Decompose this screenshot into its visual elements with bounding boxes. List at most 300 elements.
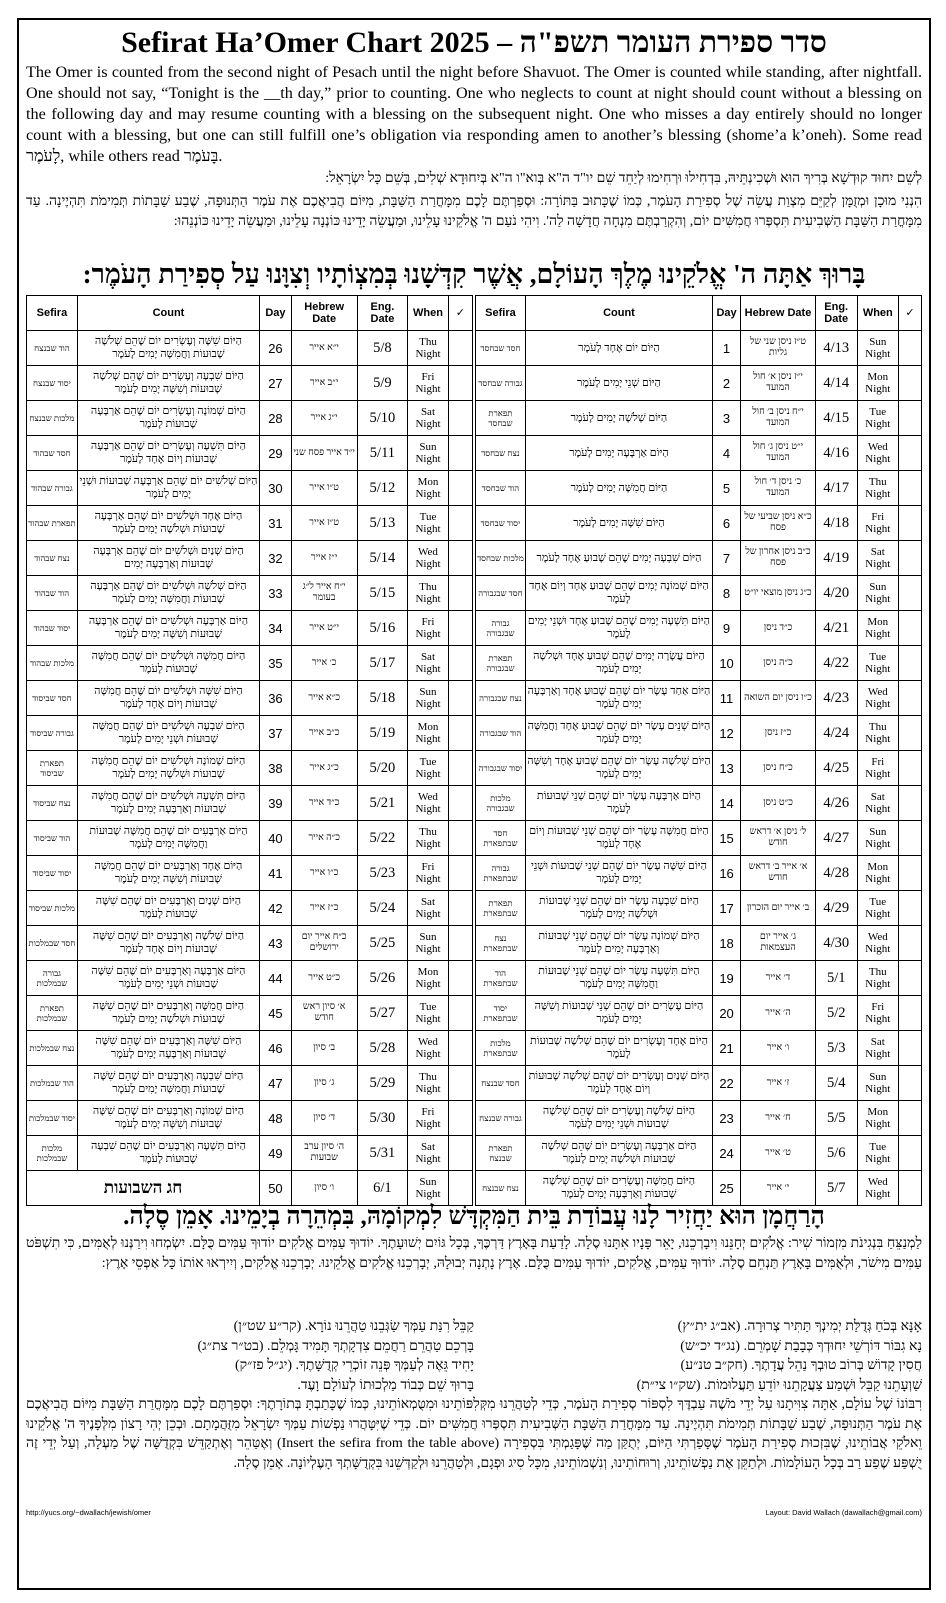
english-date-cell: 5/17 bbox=[357, 646, 408, 681]
when-cell: Sun Night bbox=[408, 436, 448, 471]
checkbox-cell[interactable] bbox=[448, 436, 472, 471]
count-text-cell: הַיּוֹם שְׁלֹשָׁה יָמִים לָעֹמֶר bbox=[525, 401, 712, 436]
day-number-cell: 39 bbox=[260, 786, 292, 821]
table-row bbox=[27, 471, 473, 506]
english-date-cell: 4/30 bbox=[815, 926, 857, 961]
col-sefira: Sefira bbox=[476, 296, 526, 331]
table-row bbox=[27, 926, 473, 961]
checkbox-cell[interactable] bbox=[899, 681, 922, 716]
title-hebrew: סדר ספירת העומר תשפ"ה bbox=[519, 26, 827, 59]
table-row bbox=[27, 1031, 473, 1066]
sefira-cell: יסוד שביסוד bbox=[27, 856, 78, 891]
table-row bbox=[476, 821, 922, 856]
when-cell: Mon Night bbox=[857, 366, 899, 401]
english-date-cell: 4/14 bbox=[815, 366, 857, 401]
hebrew-date-cell: ז׳ אייר bbox=[741, 1066, 816, 1101]
hebrew-date-cell: ד׳ אייר bbox=[741, 961, 816, 996]
count-text-cell: הַיּוֹם שִׁבְעָה וְעֶשְׂרִים יוֹם שֶׁהֵם שְׁלֹשָׁה שָׁבוּעוֹת וְשִׁשָּׁה יָמִים לָעֹמֶר bbox=[77, 366, 259, 401]
english-date-cell: 5/13 bbox=[357, 506, 408, 541]
checkbox-cell[interactable] bbox=[448, 751, 472, 786]
count-text-cell: הַיּוֹם שְׁמוֹנָה וּשְׁלֹשִׁים יוֹם שֶׁהֵם חֲמִשָּׁה שָׁבוּעוֹת וּשְׁלֹשָׁה יָמִים לָעֹמֶר bbox=[77, 751, 259, 786]
when-cell: Wed Night bbox=[408, 541, 448, 576]
count-text-cell: הַיּוֹם חֲמִשָּׁה עָשָׂר יוֹם שֶׁהֵם שְׁנֵי שָׁבוּעוֹת וְיוֹם אֶחָד לָעֹמֶר bbox=[525, 821, 712, 856]
count-text-cell: הַיּוֹם שִׁשָּׁה וְאַרְבָּעִים יוֹם שֶׁהֵם שִׁשָּׁה שָׁבוּעוֹת וְאַרְבָּעָה יָמִים לָעֹמֶר bbox=[77, 1031, 259, 1066]
harachaman-prayer: הָרַחֲמָן הוּא יַחֲזִיר לָנוּ עֲבוֹדַת בֵּית הַמִּקְדָּשׁ לִמְקוֹמָהּ, בִּמְהֵרָה בְיָמֵינוּ. אָמֵן סֶלָה. bbox=[123, 1203, 825, 1230]
when-cell: Thu Night bbox=[857, 471, 899, 506]
checkbox-cell[interactable] bbox=[899, 961, 922, 996]
sefira-cell: תפארת שבגבורה bbox=[476, 646, 526, 681]
count-text-cell: הַיּוֹם אַרְבָּעָה יָמִים לָעֹמֶר bbox=[525, 436, 712, 471]
hebrew-date-cell: כ׳ אייר bbox=[291, 646, 357, 681]
when-cell: Mon Night bbox=[857, 611, 899, 646]
sefira-cell: מלכות שבמלכות bbox=[27, 1136, 78, 1171]
sefira-cell: מלכות שבהוד bbox=[27, 646, 78, 681]
when-cell: Sat Night bbox=[857, 786, 899, 821]
checkbox-cell[interactable] bbox=[448, 996, 472, 1031]
day-number-cell: 46 bbox=[260, 1031, 292, 1066]
count-text-cell: הַיּוֹם חֲמִשָּׁה יָמִים לָעֹמֶר bbox=[525, 471, 712, 506]
hebrew-date-cell: ט״ז ניסן שני של גליות bbox=[741, 331, 816, 366]
count-text-cell: הַיּוֹם עֲשָׂרָה יָמִים שֶׁהֵם שָׁבוּעַ אֶחָד וּשְׁלֹשָׁה יָמִים לָעֹמֶר bbox=[525, 646, 712, 681]
english-date-cell: 5/16 bbox=[357, 611, 408, 646]
sefira-cell: יסוד שבגבורה bbox=[476, 751, 526, 786]
checkbox-cell[interactable] bbox=[448, 366, 472, 401]
table-days-26-50 bbox=[26, 295, 473, 1206]
table-row bbox=[27, 856, 473, 891]
hebrew-date-cell: כ״ח אייר יום ירושלים bbox=[291, 926, 357, 961]
day-number-cell: 4 bbox=[713, 436, 741, 471]
count-text-cell: הַיּוֹם אֶחָד וְאַרְבָּעִים יוֹם שֶׁהֵם חֲמִשָּׁה שָׁבוּעוֹת וְשִׁשָּׁה יָמִים לָעֹמֶר bbox=[77, 856, 259, 891]
checkbox-cell[interactable] bbox=[899, 786, 922, 821]
english-date-cell: 5/22 bbox=[357, 821, 408, 856]
sefira-cell: הוד שבתפארת bbox=[476, 961, 526, 996]
table-row bbox=[476, 646, 922, 681]
count-text-cell: הַיּוֹם שְׁמוֹנָה וְעֶשְׂרִים יוֹם שֶׁהֵם אַרְבָּעָה שָׁבוּעוֹת לָעֹמֶר bbox=[77, 401, 259, 436]
when-cell: Sat Night bbox=[857, 1031, 899, 1066]
sefira-cell: גבורה שבגבורה bbox=[476, 611, 526, 646]
ana-bekoach-right-column bbox=[474, 1317, 922, 1395]
sefira-cell: חסד שבגבורה bbox=[476, 576, 526, 611]
when-cell: Fri Night bbox=[408, 1101, 448, 1136]
checkbox-cell[interactable] bbox=[899, 506, 922, 541]
checkbox-cell[interactable] bbox=[899, 611, 922, 646]
count-text-cell: הַיּוֹם אַרְבָּעָה עָשָׂר יוֹם שֶׁהֵם שְׁנֵי שָׁבוּעוֹת לָעֹמֶר bbox=[525, 786, 712, 821]
checkbox-cell[interactable] bbox=[899, 1031, 922, 1066]
when-cell: Sun Night bbox=[857, 331, 899, 366]
shavuot-label-cell: חג השבועות bbox=[27, 1171, 260, 1206]
checkbox-cell[interactable] bbox=[448, 646, 472, 681]
hebrew-date-cell: כ״ו אייר bbox=[291, 856, 357, 891]
checkbox-cell[interactable] bbox=[899, 646, 922, 681]
english-date-cell: 5/18 bbox=[357, 681, 408, 716]
col-count: Count bbox=[77, 296, 259, 331]
checkbox-cell[interactable] bbox=[448, 401, 472, 436]
checkbox-cell[interactable] bbox=[899, 1101, 922, 1136]
english-date-cell: 5/25 bbox=[357, 926, 408, 961]
checkbox-cell[interactable] bbox=[899, 751, 922, 786]
checkbox-cell[interactable] bbox=[899, 471, 922, 506]
count-text-cell: הַיּוֹם שִׁשָּׁה וּשְׁלֹשִׁים יוֹם שֶׁהֵם חֲמִשָּׁה שָׁבוּעוֹת וְיוֹם אֶחָד לָעֹמֶר bbox=[77, 681, 259, 716]
hebrew-date-cell: ל׳ ניסן א׳ דראש חודש bbox=[741, 821, 816, 856]
when-cell: Thu Night bbox=[408, 331, 448, 366]
day-number-cell: 47 bbox=[260, 1066, 292, 1101]
checkbox-cell[interactable] bbox=[448, 576, 472, 611]
sefira-cell: הוד שבמלכות bbox=[27, 1066, 78, 1101]
checkbox-cell[interactable] bbox=[448, 1101, 472, 1136]
table-row bbox=[27, 751, 473, 786]
sefira-cell: גבורה שבמלכות bbox=[27, 961, 78, 996]
checkbox-cell[interactable] bbox=[448, 961, 472, 996]
day-number-cell: 1 bbox=[713, 331, 741, 366]
count-text-cell: הַיּוֹם אַרְבָּעִים יוֹם שֶׁהֵם חֲמִשָּׁה שָׁבוּעוֹת וַחֲמִשָּׁה יָמִים לָעֹמֶר bbox=[77, 821, 259, 856]
day-number-cell: 18 bbox=[713, 926, 741, 961]
hebrew-date-cell: ט״ז אייר bbox=[291, 506, 357, 541]
checkbox-cell[interactable] bbox=[899, 996, 922, 1031]
checkbox-cell[interactable] bbox=[899, 1136, 922, 1171]
count-text-cell: הַיּוֹם שְׁנַיִם וְעֶשְׂרִים יוֹם שֶׁהֵם שְׁלֹשָׁה שָׁבוּעוֹת וְיוֹם אֶחָד לָעֹמֶר bbox=[525, 1066, 712, 1101]
checkbox-cell[interactable] bbox=[899, 331, 922, 366]
count-text-cell: הַיּוֹם שִׁבְעָה וּשְׁלֹשִׁים יוֹם שֶׁהֵם חֲמִשָּׁה שָׁבוּעוֹת וּשְׁנֵי יָמִים לָעֹמֶר bbox=[77, 716, 259, 751]
checkbox-cell[interactable] bbox=[899, 926, 922, 961]
checkbox-cell[interactable] bbox=[448, 1031, 472, 1066]
english-date-cell: 4/23 bbox=[815, 681, 857, 716]
hebrew-date-cell: כ״ב אייר bbox=[291, 716, 357, 751]
checkbox-cell[interactable] bbox=[448, 786, 472, 821]
hebrew-date-cell: י״ז אייר bbox=[291, 541, 357, 576]
day-number-cell: 35 bbox=[260, 646, 292, 681]
day-number-cell: 26 bbox=[260, 331, 292, 366]
when-cell: Sun Night bbox=[408, 681, 448, 716]
english-date-cell: 4/22 bbox=[815, 646, 857, 681]
sefira-cell: מלכות שבחסד bbox=[476, 541, 526, 576]
table-row bbox=[476, 576, 922, 611]
checkbox-cell[interactable] bbox=[448, 821, 472, 856]
count-text-cell: הַיּוֹם תִּשְׁעָה וּשְׁלֹשִׁים יוֹם שֶׁהֵם חֲמִשָּׁה שָׁבוּעוֹת וְאַרְבָּעָה יָמִים לָעֹמֶר bbox=[77, 786, 259, 821]
english-date-cell: 4/16 bbox=[815, 436, 857, 471]
english-date-cell: 5/9 bbox=[357, 366, 408, 401]
english-date-cell: 4/18 bbox=[815, 506, 857, 541]
english-date-cell: 4/20 bbox=[815, 576, 857, 611]
sefira-cell: תפארת שבהוד bbox=[27, 506, 78, 541]
checkbox-cell[interactable] bbox=[899, 856, 922, 891]
english-date-cell: 4/15 bbox=[815, 401, 857, 436]
col-when: When bbox=[408, 296, 448, 331]
hebrew-date-cell: כ״א אייר bbox=[291, 681, 357, 716]
table-row bbox=[27, 1101, 473, 1136]
checkbox-cell[interactable] bbox=[448, 1171, 472, 1206]
when-cell: Wed Night bbox=[408, 1031, 448, 1066]
day-number-cell: 8 bbox=[713, 576, 741, 611]
count-text-cell: הַיּוֹם תִּשְׁעָה וְאַרְבָּעִים יוֹם שֶׁהֵם שִׁבְעָה שָׁבוּעוֹת לָעֹמֶר bbox=[77, 1136, 259, 1171]
sefira-cell: חסד שביסוד bbox=[27, 681, 78, 716]
english-date-cell: 5/15 bbox=[357, 576, 408, 611]
hebrew-date-cell: י״ח ניסן ב׳ חול המועד bbox=[741, 401, 816, 436]
table-row bbox=[27, 436, 473, 471]
hebrew-date-cell: ח׳ אייר bbox=[741, 1101, 816, 1136]
when-cell: Tue Night bbox=[857, 1136, 899, 1171]
checkbox-cell[interactable] bbox=[448, 471, 472, 506]
when-cell: Sat Night bbox=[857, 541, 899, 576]
english-date-cell: 4/25 bbox=[815, 751, 857, 786]
col-eng-date: Eng. Date bbox=[357, 296, 408, 331]
table-row bbox=[476, 751, 922, 786]
day-number-cell: 2 bbox=[713, 366, 741, 401]
checkbox-cell[interactable] bbox=[448, 506, 472, 541]
count-text-cell: הַיּוֹם אֶחָד וּשְׁלֹשִׁים יוֹם שֶׁהֵם אַרְבָּעָה שָׁבוּעוֹת וּשְׁלֹשָׁה יָמִים לָעֹמֶר bbox=[77, 506, 259, 541]
sefira-cell: גבורה שביסוד bbox=[27, 716, 78, 751]
day-number-cell: 11 bbox=[713, 681, 741, 716]
checkbox-cell[interactable] bbox=[899, 541, 922, 576]
checkbox-cell[interactable] bbox=[899, 1066, 922, 1101]
hebrew-date-cell: כ״ד אייר bbox=[291, 786, 357, 821]
hebrew-date-cell: כ״ט אייר bbox=[291, 961, 357, 996]
checkbox-cell[interactable] bbox=[899, 1171, 922, 1206]
sefira-cell: גבורה שבהוד bbox=[27, 471, 78, 506]
count-tables bbox=[26, 295, 922, 1199]
hebrew-date-cell: א׳ אייר ב׳ דראש חודש bbox=[741, 856, 816, 891]
english-date-cell: 4/13 bbox=[815, 331, 857, 366]
table-row bbox=[27, 716, 473, 751]
ana-bekoach bbox=[26, 1317, 922, 1395]
count-text-cell: הַיּוֹם יוֹם אֶחָד לָעֹמֶר bbox=[525, 331, 712, 366]
hineni-mukhan: הִנְנִי מוּכָן וּמְזֻמָּן לְקַיֵּם מִצְוַת עֲשֵׂה שֶׁל סְפִירַת הָעֹמֶר, כְּמוֹ שֶׁכָּתוּב בַּתּוֹרָה: וּסְפַרְתֶּם לָכֶם מִמָּחֳרַת הַשַּׁבָּת, מִיּוֹם הֲבִיאֲכֶם אֶת עֹמֶר הַתְּנוּפָה, שֶׁבַע שַׁבָּתוֹת תְּמִימֹת תִּהְיֶינָה. עַד מִמָּחֳרַת הַשַּׁבָּת הַשְּׁבִיעִית תִּסְפְּרוּ חֲמִשִּׁים יוֹם, וְהִקְרַבְתֶּם מִנְחָה חֲדָשָׁה לַה'. וִיהִי נֹעַם ה' אֱלֹקֵינוּ עָלֵינוּ, וּמַעֲשֵׂה יָדֵינוּ כּוֹנְנָה עָלֵינוּ, וּמַעֲשֵׂה יָדֵינוּ כּוֹנְנֵהוּ: bbox=[26, 194, 922, 229]
count-text-cell: הַיּוֹם שְׁלֹשָׁה וְאַרְבָּעִים יוֹם שֶׁהֵם שִׁשָּׁה שָׁבוּעוֹת וְיוֹם אֶחָד לָעֹמֶר bbox=[77, 926, 259, 961]
day-number-cell: 30 bbox=[260, 471, 292, 506]
when-cell: Sun Night bbox=[857, 821, 899, 856]
table-row bbox=[476, 891, 922, 926]
day-number-cell: 23 bbox=[713, 1101, 741, 1136]
count-text-cell: הַיּוֹם חֲמִשָּׁה וְעֶשְׂרִים יוֹם שֶׁהֵם שְׁלֹשָׁה שָׁבוּעוֹת וְאַרְבָּעָה יָמִים לָעֹמֶר bbox=[525, 1171, 712, 1206]
ana-line: קַבֵּל רִנַּת עַמְּךָ שַׂגְּבֵנוּ טַהֲרֵנוּ נוֹרָא. (קר״ע שט״ן) bbox=[233, 1319, 474, 1334]
col-sefira: Sefira bbox=[27, 296, 78, 331]
when-cell: Wed Night bbox=[857, 926, 899, 961]
checkbox-cell[interactable] bbox=[899, 401, 922, 436]
hebrew-date-cell: כ״ד ניסן bbox=[741, 611, 816, 646]
table-row bbox=[27, 331, 473, 366]
english-date-cell: 5/11 bbox=[357, 436, 408, 471]
hebrew-date-cell: א׳ סיון ראש חודש bbox=[291, 996, 357, 1031]
day-number-cell: 28 bbox=[260, 401, 292, 436]
day-number-cell: 21 bbox=[713, 1031, 741, 1066]
hebrew-date-cell: י״ד אייר פסח שני bbox=[291, 436, 357, 471]
checkbox-cell[interactable] bbox=[448, 891, 472, 926]
table-row bbox=[476, 1066, 922, 1101]
when-cell: Fri Night bbox=[857, 996, 899, 1031]
hebrew-date-cell: ב׳ אייר יום הזכרון bbox=[741, 891, 816, 926]
ana-line: נָא גִבּוֹר דּוֹרְשֵׁי יִחוּדְךָ כְּבָבַת שָׁמְרֵם. (נג״ד יכ״ש) bbox=[680, 1338, 922, 1354]
english-date-cell: 4/28 bbox=[815, 856, 857, 891]
sefira-cell: תפארת שבנצח bbox=[476, 1136, 526, 1171]
checkbox-cell[interactable] bbox=[448, 1136, 472, 1171]
day-number-cell: 34 bbox=[260, 611, 292, 646]
col-count: Count bbox=[525, 296, 712, 331]
sefira-cell: גבורה שבתפארת bbox=[476, 856, 526, 891]
hebrew-date-cell: ד׳ סיון bbox=[291, 1101, 357, 1136]
english-date-cell: 4/19 bbox=[815, 541, 857, 576]
sefira-cell: נצח שבחסד bbox=[476, 436, 526, 471]
table-row bbox=[27, 541, 473, 576]
count-text-cell: הַיּוֹם שִׁשָּׁה עָשָׂר יוֹם שֶׁהֵם שְׁנֵי שָׁבוּעוֹת וּשְׁנֵי יָמִים לָעֹמֶר bbox=[525, 856, 712, 891]
checkbox-cell[interactable] bbox=[448, 331, 472, 366]
hebrew-date-cell: כ״ט ניסן bbox=[741, 786, 816, 821]
day-number-cell: 13 bbox=[713, 751, 741, 786]
table-row bbox=[27, 821, 473, 856]
count-text-cell: הַיּוֹם שְׁנֵי יָמִים לָעֹמֶר bbox=[525, 366, 712, 401]
page-title bbox=[26, 26, 922, 60]
hebrew-date-cell: כ׳ ניסן ד׳ חול המועד bbox=[741, 471, 816, 506]
day-number-cell: 44 bbox=[260, 961, 292, 996]
table-row bbox=[27, 1066, 473, 1101]
table-row bbox=[27, 996, 473, 1031]
english-date-cell: 5/4 bbox=[815, 1066, 857, 1101]
checkbox-cell[interactable] bbox=[899, 821, 922, 856]
day-number-cell: 42 bbox=[260, 891, 292, 926]
when-cell: Tue Night bbox=[408, 996, 448, 1031]
sefira-cell: תפארת שבחסד bbox=[476, 401, 526, 436]
count-text-cell: הַיּוֹם שְׁלֹשִׁים יוֹם שֶׁהֵם אַרְבָּעָה שָׁבוּעוֹת וּשְׁנֵי יָמִים לָעֹמֶר bbox=[77, 471, 259, 506]
sefira-cell: יסוד שבתפארת bbox=[476, 996, 526, 1031]
sefira-cell: נצח שביסוד bbox=[27, 786, 78, 821]
psalm-67: לַמְנַצֵּחַ בִּנְגִינֹת מִזְמוֹר שִׁיר: אֱלֹקִים יְחָנֵּנוּ וִיבָרְכֵנוּ, יָאֵר פָּנָיו אִתָּנוּ סֶלָה. לָדַעַת בָּאָרֶץ דַּרְכֶּךָ, בְּכָל גּוֹיִם יְשׁוּעָתֶךָ. יוֹדוּךָ עַמִּים אֱלֹקִים יוֹדוּךָ עַמִּים כֻּלָּם. יִשְׂמְחוּ וִירַנְּנוּ לְאֻמִּים, כִּי תִשְׁפֹּט עַמִּים מִישֹׁר, וּלְאֻמִּים בָּאָרֶץ תַּנְחֵם סֶלָה. יוֹדוּךָ עַמִּים, אֱלֹקִים, יוֹדוּךָ עַמִּים כֻּלָּם. אֶרֶץ נָתְנָה יְבוּלָהּ, יְבָרְכֵנוּ אֱלֹקִים אֱלֹקֵינוּ. יְבָרְכֵנוּ אֱלֹקִים, וְיִירְאוּ אוֹתוֹ כָּל אַפְסֵי אָרֶץ: bbox=[26, 1236, 922, 1271]
checkbox-cell[interactable] bbox=[899, 716, 922, 751]
when-cell: Fri Night bbox=[408, 611, 448, 646]
table-row bbox=[476, 366, 922, 401]
checkbox-cell[interactable] bbox=[448, 681, 472, 716]
sefira-cell: גבורה שבחסד bbox=[476, 366, 526, 401]
sefira-cell: נצח שבמלכות bbox=[27, 1031, 78, 1066]
table-row bbox=[476, 681, 922, 716]
english-date-cell: 4/26 bbox=[815, 786, 857, 821]
table-row bbox=[476, 541, 922, 576]
when-cell: Sat Night bbox=[408, 1136, 448, 1171]
col-eng-date: Eng. Date bbox=[815, 296, 857, 331]
sefira-cell: תפארת שביסוד bbox=[27, 751, 78, 786]
table-row bbox=[27, 681, 473, 716]
footer-url: http://yucs.org/~dwallach/jewish/omer bbox=[26, 1508, 151, 1517]
sefira-cell: יסוד שבנצח bbox=[27, 366, 78, 401]
table-row bbox=[27, 961, 473, 996]
sefira-cell: גבורה שבנצח bbox=[476, 1101, 526, 1136]
english-date-cell: 5/2 bbox=[815, 996, 857, 1031]
hebrew-date-cell: כ״ב ניסן אחרון של פסח bbox=[741, 541, 816, 576]
english-date-cell: 4/29 bbox=[815, 891, 857, 926]
count-text-cell: הַיּוֹם אֶחָד וְעֶשְׂרִים יוֹם שֶׁהֵם שְׁלֹשָׁה שָׁבוּעוֹת לָעֹמֶר bbox=[525, 1031, 712, 1066]
checkbox-cell[interactable] bbox=[899, 436, 922, 471]
english-date-cell: 5/12 bbox=[357, 471, 408, 506]
hebrew-date-cell: ו׳ אייר bbox=[741, 1031, 816, 1066]
checkbox-cell[interactable] bbox=[899, 366, 922, 401]
hebrew-date-cell: כ״ה ניסן bbox=[741, 646, 816, 681]
table-row-shavuot bbox=[27, 1171, 473, 1206]
col-day: Day bbox=[260, 296, 292, 331]
checkbox-cell[interactable] bbox=[448, 1066, 472, 1101]
count-text-cell: הַיּוֹם שִׁשָּׁה וְעֶשְׂרִים יוֹם שֶׁהֵם שְׁלֹשָׁה שָׁבוּעוֹת וַחֲמִשָּׁה יָמִים לָעֹמֶר bbox=[77, 331, 259, 366]
page-footer bbox=[26, 1508, 922, 1517]
english-date-cell: 5/1 bbox=[815, 961, 857, 996]
sefira-cell: מלכות שבתפארת bbox=[476, 1031, 526, 1066]
count-text-cell: הַיּוֹם שִׁבְעָה וְאַרְבָּעִים יוֹם שֶׁהֵם שִׁשָּׁה שָׁבוּעוֹת וַחֲמִשָּׁה יָמִים לָעֹמֶר bbox=[77, 1066, 259, 1101]
sefira-cell: חסד שבנצח bbox=[476, 1066, 526, 1101]
sefira-cell: הוד שבהוד bbox=[27, 576, 78, 611]
checkbox-cell[interactable] bbox=[448, 926, 472, 961]
day-number-cell: 12 bbox=[713, 716, 741, 751]
checkbox-cell[interactable] bbox=[899, 891, 922, 926]
day-number-cell: 10 bbox=[713, 646, 741, 681]
day-number-cell: 49 bbox=[260, 1136, 292, 1171]
day-number-cell: 6 bbox=[713, 506, 741, 541]
day-number-cell: 5 bbox=[713, 471, 741, 506]
when-cell: Mon Night bbox=[408, 471, 448, 506]
checkbox-cell[interactable] bbox=[448, 541, 472, 576]
checkbox-cell[interactable] bbox=[448, 856, 472, 891]
sefira-cell: נצח שבגבורה bbox=[476, 681, 526, 716]
day-number-cell: 24 bbox=[713, 1136, 741, 1171]
when-cell: Fri Night bbox=[408, 366, 448, 401]
ana-line: בָּרְכֵם טַהֲרֵם רַחֲמֵם צִדְקָתְךָ תָּמִיד גָּמְלֵם. (בט״ר צת״ג) bbox=[197, 1338, 474, 1354]
when-cell: Tue Night bbox=[857, 401, 899, 436]
sefira-cell: הוד שבגבורה bbox=[476, 716, 526, 751]
hebrew-date-cell: כ״ז ניסן bbox=[741, 716, 816, 751]
day-number-cell: 27 bbox=[260, 366, 292, 401]
count-text-cell: הַיּוֹם תִּשְׁעָה יָמִים שֶׁהֵם שָׁבוּעַ אֶחָד וּשְׁנֵי יָמִים לָעֹמֶר bbox=[525, 611, 712, 646]
when-cell: Tue Night bbox=[408, 751, 448, 786]
hebrew-date-cell: כ״ה אייר bbox=[291, 821, 357, 856]
checkbox-cell[interactable] bbox=[448, 611, 472, 646]
day-number-cell: 9 bbox=[713, 611, 741, 646]
count-text-cell: הַיּוֹם שְׁנֵים עָשָׂר יוֹם שֶׁהֵם שָׁבוּעַ אֶחָד וַחֲמִשָּׁה יָמִים לָעֹמֶר bbox=[525, 716, 712, 751]
when-cell: Fri Night bbox=[857, 751, 899, 786]
day-number-cell: 15 bbox=[713, 821, 741, 856]
day-number-cell: 48 bbox=[260, 1101, 292, 1136]
hebrew-date-cell: ו׳ סיון bbox=[291, 1171, 357, 1206]
sefira-cell: חסד שבתפארת bbox=[476, 821, 526, 856]
table-row bbox=[476, 331, 922, 366]
sefira-cell: תפארת שבתפארת bbox=[476, 891, 526, 926]
table-row bbox=[476, 1171, 922, 1206]
ana-line: חֲסִין קָדוֹשׁ בְּרוֹב טוּבְךָ נַהֵל עֲדָתֶךָ. (חק״ב טנ״ע) bbox=[680, 1358, 922, 1373]
footer-layout-credit: Layout: David Wallach (dawallach@gmail.com) bbox=[765, 1508, 922, 1517]
when-cell: Sat Night bbox=[408, 401, 448, 436]
col-hebrew-date: Hebrew Date bbox=[741, 296, 816, 331]
checkbox-cell[interactable] bbox=[899, 576, 922, 611]
table-row bbox=[27, 576, 473, 611]
english-date-cell: 6/1 bbox=[357, 1171, 408, 1206]
hebrew-date-cell: ט׳ אייר bbox=[741, 1136, 816, 1171]
day-number-cell: 19 bbox=[713, 961, 741, 996]
day-number-cell: 17 bbox=[713, 891, 741, 926]
count-text-cell: הַיּוֹם עֶשְׂרִים יוֹם שֶׁהֵם שְׁנֵי שָׁבוּעוֹת וְשִׁשָּׁה יָמִים לָעֹמֶר bbox=[525, 996, 712, 1031]
when-cell: Mon Night bbox=[857, 856, 899, 891]
count-text-cell: הַיּוֹם תִּשְׁעָה עָשָׂר יוֹם שֶׁהֵם שְׁנֵי שָׁבוּעוֹת וַחֲמִשָּׁה יָמִים לָעֹמֶר bbox=[525, 961, 712, 996]
when-cell: Sat Night bbox=[408, 891, 448, 926]
day-number-cell: 29 bbox=[260, 436, 292, 471]
when-cell: Thu Night bbox=[408, 1066, 448, 1101]
english-date-cell: 5/21 bbox=[357, 786, 408, 821]
day-number-cell: 41 bbox=[260, 856, 292, 891]
checkbox-cell[interactable] bbox=[448, 716, 472, 751]
ana-line: שַׁוְעָתֵנוּ קַבֵּל וּשְׁמַע צַעֲקָתֵנוּ יוֹדֵעַ תַּעֲלוּמוֹת. (שק״ו צי״ת) bbox=[636, 1377, 922, 1393]
sefira-cell: יסוד שבהוד bbox=[27, 611, 78, 646]
sefira-cell: חסד שבחסד bbox=[476, 331, 526, 366]
table-row bbox=[476, 996, 922, 1031]
table-row bbox=[27, 646, 473, 681]
when-cell: Mon Night bbox=[408, 961, 448, 996]
day-number-cell: 33 bbox=[260, 576, 292, 611]
table-row bbox=[476, 786, 922, 821]
when-cell: Sun Night bbox=[408, 926, 448, 961]
when-cell: Fri Night bbox=[408, 856, 448, 891]
count-text-cell: הַיּוֹם שְׁמוֹנָה וְאַרְבָּעִים יוֹם שֶׁהֵם שִׁשָּׁה שָׁבוּעוֹת וְשִׁשָּׁה יָמִים לָעֹמֶר bbox=[77, 1101, 259, 1136]
